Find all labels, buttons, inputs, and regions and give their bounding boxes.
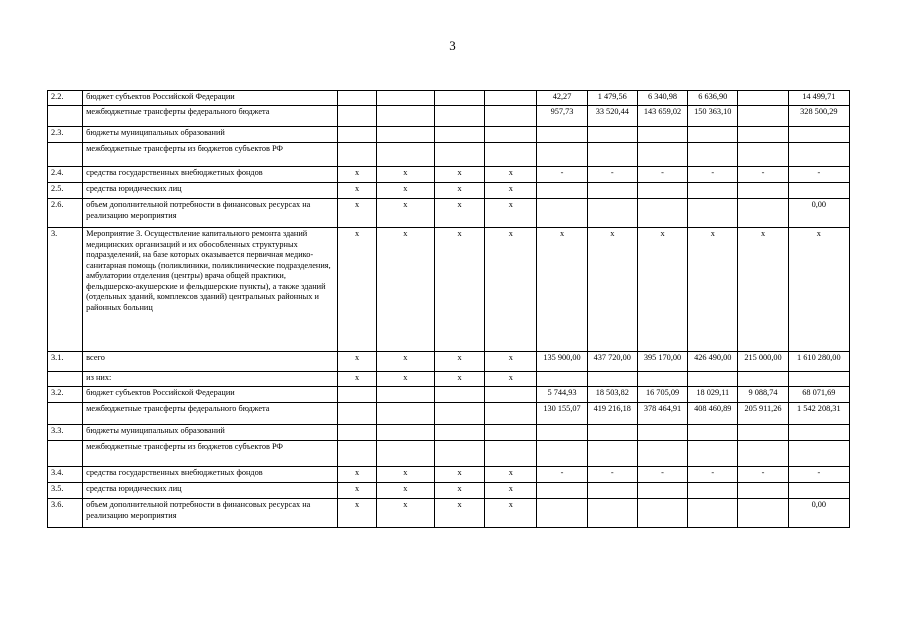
value-cell: 395 170,00 (637, 352, 687, 372)
marker-cell (338, 143, 376, 167)
value-cell (537, 372, 587, 387)
row-name: средства юридических лиц (83, 183, 338, 199)
value-cell (537, 199, 587, 228)
value-cell: 957,73 (537, 106, 587, 127)
marker-cell (434, 425, 484, 441)
table-row (48, 127, 850, 143)
value-cell (788, 143, 849, 167)
marker-cell (434, 387, 484, 403)
value-cell: - (587, 167, 637, 183)
row-number: 2.3. (48, 127, 83, 143)
row-number: 3.5. (48, 483, 83, 499)
marker-cell (434, 91, 484, 106)
page-number: 3 (449, 38, 456, 53)
row-number: 3.3. (48, 425, 83, 441)
value-cell (788, 127, 849, 143)
row-number: 3.2. (48, 387, 83, 403)
row-name: средства юридических лиц (83, 483, 338, 499)
row-number: 3.4. (48, 467, 83, 483)
value-cell: 0,00 (788, 199, 849, 228)
marker-cell (485, 91, 537, 106)
value-cell (688, 499, 738, 528)
table-row (48, 387, 850, 403)
marker-cell (434, 403, 484, 425)
value-cell (537, 127, 587, 143)
table-row (48, 467, 850, 483)
marker-cell: х (434, 483, 484, 499)
value-cell (738, 127, 788, 143)
marker-cell (434, 127, 484, 143)
marker-cell: х (376, 467, 434, 483)
marker-cell (434, 143, 484, 167)
value-cell (537, 425, 587, 441)
marker-cell: х (338, 467, 376, 483)
value-cell (637, 183, 687, 199)
value-cell (537, 143, 587, 167)
marker-cell (434, 441, 484, 467)
value-cell (688, 127, 738, 143)
marker-cell: х (485, 352, 537, 372)
value-cell: х (587, 228, 637, 352)
value-cell: х (788, 228, 849, 352)
row-number: 3. (48, 228, 83, 352)
marker-cell (338, 403, 376, 425)
row-name: межбюджетные трансферты федерального бюджета (83, 106, 338, 127)
marker-cell (485, 441, 537, 467)
value-cell (587, 441, 637, 467)
marker-cell (338, 425, 376, 441)
value-cell (738, 143, 788, 167)
marker-cell: х (376, 352, 434, 372)
value-cell: х (637, 228, 687, 352)
value-cell: 1 479,56 (587, 91, 637, 106)
value-cell: 1 542 208,31 (788, 403, 849, 425)
value-cell (738, 91, 788, 106)
value-cell: 426 490,00 (688, 352, 738, 372)
value-cell (587, 483, 637, 499)
value-cell: 143 659,02 (637, 106, 687, 127)
value-cell: 215 000,00 (738, 352, 788, 372)
table-row (48, 199, 850, 228)
table-row (48, 91, 850, 106)
value-cell: 68 071,69 (788, 387, 849, 403)
value-cell: 18 503,82 (587, 387, 637, 403)
value-cell (537, 499, 587, 528)
value-cell (788, 483, 849, 499)
value-cell: 6 636,90 (688, 91, 738, 106)
marker-cell: х (376, 183, 434, 199)
marker-cell (338, 441, 376, 467)
value-cell (587, 499, 637, 528)
value-cell (537, 441, 587, 467)
marker-cell (376, 143, 434, 167)
marker-cell: х (338, 228, 376, 352)
value-cell (738, 425, 788, 441)
value-cell: - (788, 467, 849, 483)
value-cell: х (688, 228, 738, 352)
table-row (48, 441, 850, 467)
value-cell (738, 499, 788, 528)
marker-cell: х (485, 199, 537, 228)
row-number: 2.6. (48, 199, 83, 228)
row-number: 2.4. (48, 167, 83, 183)
value-cell (688, 143, 738, 167)
value-cell: 18 029,11 (688, 387, 738, 403)
value-cell (738, 183, 788, 199)
marker-cell (376, 425, 434, 441)
value-cell: х (537, 228, 587, 352)
marker-cell (485, 425, 537, 441)
marker-cell: х (338, 167, 376, 183)
value-cell (738, 106, 788, 127)
row-number: 3.6. (48, 499, 83, 528)
marker-cell: х (376, 372, 434, 387)
value-cell: 1 610 280,00 (788, 352, 849, 372)
value-cell (688, 372, 738, 387)
marker-cell (485, 127, 537, 143)
value-cell: 135 900,00 (537, 352, 587, 372)
value-cell: 130 155,07 (537, 403, 587, 425)
marker-cell: х (485, 499, 537, 528)
marker-cell: х (376, 483, 434, 499)
table-row (48, 499, 850, 528)
row-number: 2.5. (48, 183, 83, 199)
marker-cell: х (376, 228, 434, 352)
value-cell (637, 199, 687, 228)
row-name: из них: (83, 372, 338, 387)
value-cell (738, 441, 788, 467)
table-row (48, 372, 850, 387)
table-row (48, 403, 850, 425)
marker-cell: х (434, 167, 484, 183)
value-cell: 6 340,98 (637, 91, 687, 106)
value-cell: 0,00 (788, 499, 849, 528)
marker-cell (376, 441, 434, 467)
marker-cell: х (485, 483, 537, 499)
marker-cell (485, 143, 537, 167)
value-cell (688, 199, 738, 228)
row-name: объем дополнительной потребности в финансовых ресурсах на реализацию мероприятия (83, 499, 338, 528)
marker-cell: х (376, 499, 434, 528)
table-row (48, 425, 850, 441)
value-cell (637, 143, 687, 167)
row-name: Мероприятие 3. Осуществление капитального ремонта зданий медицинских организаций и их обособленных структурных подразделений, на базе которых оказывается первичная медико-санитарная помощь (поликлиники, поликлинические подразделения, амбулатории отделения (центры) врача общей практики, фельдшерско-акушерские и фельдшерские пункты), а также зданий (отдельных зданий, комплексов зданий) центральных районных и районных больниц (83, 228, 338, 352)
marker-cell: х (338, 483, 376, 499)
marker-cell: х (485, 228, 537, 352)
value-cell: 5 744,93 (537, 387, 587, 403)
marker-cell: х (434, 183, 484, 199)
budget-table (47, 90, 850, 528)
marker-cell: х (338, 183, 376, 199)
value-cell: 437 720,00 (587, 352, 637, 372)
value-cell (788, 441, 849, 467)
value-cell (637, 127, 687, 143)
table-row (48, 143, 850, 167)
value-cell: - (788, 167, 849, 183)
marker-cell: х (376, 167, 434, 183)
value-cell (587, 127, 637, 143)
table-row (48, 106, 850, 127)
marker-cell: х (434, 352, 484, 372)
marker-cell: х (485, 183, 537, 199)
marker-cell (485, 106, 537, 127)
value-cell: - (637, 467, 687, 483)
marker-cell (376, 127, 434, 143)
row-name: бюджеты муниципальных образований (83, 425, 338, 441)
value-cell (587, 372, 637, 387)
value-cell: 150 363,10 (688, 106, 738, 127)
marker-cell: х (376, 199, 434, 228)
row-name: средства государственных внебюджетных фондов (83, 167, 338, 183)
marker-cell (485, 403, 537, 425)
marker-cell: х (485, 167, 537, 183)
value-cell (637, 499, 687, 528)
value-cell (637, 483, 687, 499)
marker-cell (338, 387, 376, 403)
value-cell (537, 483, 587, 499)
value-cell: х (738, 228, 788, 352)
row-number: 3.1. (48, 352, 83, 372)
value-cell (688, 441, 738, 467)
value-cell (788, 183, 849, 199)
marker-cell: х (434, 372, 484, 387)
table-row (48, 352, 850, 372)
row-number (48, 441, 83, 467)
value-cell (637, 441, 687, 467)
marker-cell: х (338, 352, 376, 372)
marker-cell: х (434, 499, 484, 528)
marker-cell: х (338, 499, 376, 528)
row-name: межбюджетные трансферты из бюджетов субъектов РФ (83, 441, 338, 467)
row-name: бюджет субъектов Российской Федерации (83, 387, 338, 403)
value-cell (537, 183, 587, 199)
marker-cell (376, 91, 434, 106)
table-row (48, 483, 850, 499)
value-cell (738, 372, 788, 387)
value-cell (587, 143, 637, 167)
value-cell: - (537, 467, 587, 483)
value-cell: 16 705,09 (637, 387, 687, 403)
value-cell (688, 483, 738, 499)
value-cell (637, 425, 687, 441)
value-cell (788, 425, 849, 441)
value-cell: 14 499,71 (788, 91, 849, 106)
row-name: всего (83, 352, 338, 372)
value-cell: 408 460,89 (688, 403, 738, 425)
marker-cell: х (338, 199, 376, 228)
value-cell (738, 199, 788, 228)
value-cell: - (738, 167, 788, 183)
row-name: межбюджетные трансферты из бюджетов субъектов РФ (83, 143, 338, 167)
value-cell (587, 183, 637, 199)
marker-cell (485, 387, 537, 403)
marker-cell (434, 106, 484, 127)
row-name: объем дополнительной потребности в финансовых ресурсах на реализацию мероприятия (83, 199, 338, 228)
marker-cell: х (434, 199, 484, 228)
value-cell: 419 216,18 (587, 403, 637, 425)
row-number (48, 372, 83, 387)
value-cell (788, 372, 849, 387)
marker-cell: х (434, 228, 484, 352)
row-number (48, 106, 83, 127)
value-cell: 205 911,26 (738, 403, 788, 425)
value-cell (637, 372, 687, 387)
marker-cell: х (338, 372, 376, 387)
row-number: 2.2. (48, 91, 83, 106)
row-number (48, 143, 83, 167)
row-name: бюджет субъектов Российской Федерации (83, 91, 338, 106)
value-cell: - (688, 167, 738, 183)
value-cell: 9 088,74 (738, 387, 788, 403)
table-row (48, 167, 850, 183)
table-row (48, 228, 850, 352)
marker-cell (376, 106, 434, 127)
row-name: межбюджетные трансферты федерального бюджета (83, 403, 338, 425)
value-cell: 378 464,91 (637, 403, 687, 425)
value-cell: - (637, 167, 687, 183)
marker-cell: х (434, 467, 484, 483)
value-cell: 328 500,29 (788, 106, 849, 127)
table-row (48, 183, 850, 199)
value-cell: - (587, 467, 637, 483)
value-cell (738, 483, 788, 499)
marker-cell (376, 387, 434, 403)
value-cell: - (688, 467, 738, 483)
marker-cell (338, 127, 376, 143)
value-cell (587, 425, 637, 441)
value-cell: - (537, 167, 587, 183)
marker-cell (376, 403, 434, 425)
value-cell (688, 183, 738, 199)
marker-cell (338, 91, 376, 106)
marker-cell: х (485, 467, 537, 483)
row-name: средства государственных внебюджетных фондов (83, 467, 338, 483)
value-cell (587, 199, 637, 228)
value-cell: - (738, 467, 788, 483)
marker-cell (338, 106, 376, 127)
value-cell: 33 520,44 (587, 106, 637, 127)
marker-cell: х (485, 372, 537, 387)
value-cell (688, 425, 738, 441)
row-number (48, 403, 83, 425)
value-cell: 42,27 (537, 91, 587, 106)
row-name: бюджеты муниципальных образований (83, 127, 338, 143)
